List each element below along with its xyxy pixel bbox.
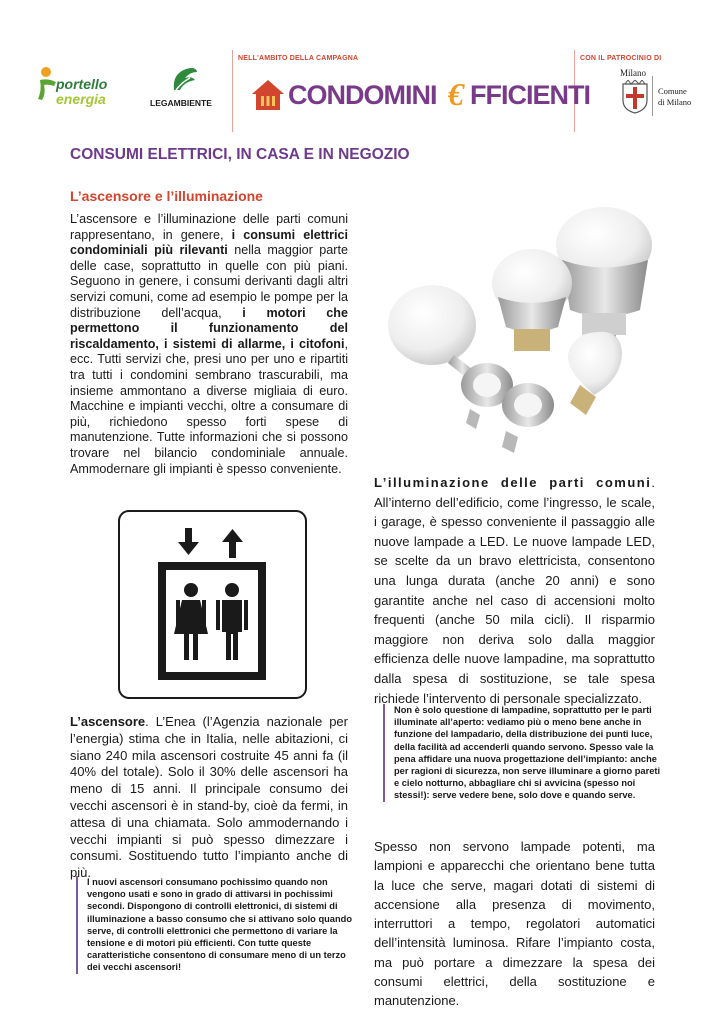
milano-top-text: Milano bbox=[620, 68, 646, 78]
legambiente-text: LEGAMBIENTE bbox=[150, 98, 212, 108]
closing-paragraph: Spesso non servono lampade potenti, ma lampioni e apparecchi che orientano bene tutta la luce che serve, magari dotati di sistemi di accensione alla presenza di movimento, interruttori a tempo, regolatori automatici dell’intensità luminosa. Rifare l’impianto costa, ma può portare a dimezzare la spesa dei consumi elettrici, della sostituzione e manutenzione. bbox=[374, 839, 655, 1009]
intro-bold-1: i consumi elettrici condominiali più rilevanti bbox=[70, 227, 349, 258]
illuminazione-paragraph bbox=[374, 473, 655, 708]
ascensore-callout-box: I nuovi ascensori consumano pochissimo quando non vengono usati e sono in grado di attivarsi in pochissimi secondi. Dispongono di controlli elettronici, di sistemi di illuminazione a basso consumo che si attivano solo quando serve, di controlli elettronici che permettono di variare la tensione e di motori più efficienti. Con tutte queste caratteristiche consentono di consumare meno di un terzo dei vecchi ascensori! bbox=[76, 876, 355, 974]
illuminazione-text: . All’interno dell’edificio, come l’ingresso, le scale, i garage, è spesso conveniente il passaggio alle nuove lampade a LED. Le nuove lampade LED, se scelte da un bravo elettricista, consentono una lunga durata (anche 20 anni) e sono garantite anche nel caso di accensioni molto frequenti (anche 50 mila cicli). Il risparmio maggiore non deriva solo dalla maggior efficienza delle nuove lampadine, ma soprattutto dalla spesa di sostituzione, se tale spesa richiede l’intervento di personale specializzato. bbox=[374, 475, 655, 706]
legambiente-leaf-icon bbox=[170, 66, 200, 94]
patronage-label: CON IL PATROCINIO DI bbox=[580, 55, 662, 62]
illuminazione-lead: L’illuminazione delle parti comuni bbox=[374, 475, 652, 490]
campaign-label: NELL'AMBITO DELLA CAMPAGNA bbox=[238, 55, 359, 62]
header-divider-left bbox=[232, 50, 233, 132]
energia-text-line: energia bbox=[56, 91, 106, 107]
milano-crest-icon bbox=[620, 80, 650, 114]
ascensore-lead: L’ascensore bbox=[70, 714, 146, 729]
led-bulbs-image bbox=[382, 205, 682, 467]
ascensore-paragraph bbox=[70, 714, 348, 882]
comune-line2: di Milano bbox=[658, 97, 692, 107]
intro-text-1: L’ascensore e l’illuminazione delle parti comuni rappresentano, in genere, bbox=[70, 212, 348, 242]
comune-line1: Comune bbox=[658, 86, 687, 96]
intro-paragraph bbox=[70, 212, 348, 477]
portello-energia-logo bbox=[36, 64, 126, 110]
house-icon bbox=[250, 78, 286, 112]
intro-text-3: , ecc. Tutti servizi che, presi uno per uno e ripartiti tra tutti i condomini sembrano trascurabili, ma insieme ammontano a diverse migliaia di euro. Macchine e impianti vecchi, oltre a consumare di più, richiedono spesso forti spese di manutenzione. Tutte informazioni che si possono trovare nel bilancio condominiale annuale. Ammodernare gli impianti è spesso conveniente. bbox=[70, 336, 348, 476]
comune-milano-logo bbox=[612, 68, 712, 120]
legambiente-logo bbox=[150, 66, 220, 110]
portello-text: portello bbox=[56, 76, 108, 92]
efficienti-word: FFICIENTI bbox=[470, 80, 590, 110]
condomini-efficienti-logo bbox=[250, 76, 590, 116]
elevator-pictogram-icon bbox=[118, 510, 307, 699]
comune-text bbox=[658, 86, 691, 108]
condomini-word: CONDOMINI bbox=[288, 80, 437, 110]
section-subtitle: L’ascensore e l’illuminazione bbox=[70, 188, 263, 204]
illuminazione-callout-box: Non è solo questione di lampadine, soprattutto per le parti illuminate all’aperto: vediamo più o meno bene anche in funzione del lampadario, della distribuzione dei punti luce, della facilità ad accenderli quando servono. Spesso vale la pena affidare una nuova progettazione dell’impianto: anche per ragioni di sicurezza, non serve illuminare a giorno pareti e cielo notturno, abbagliare chi si avvicina (spesso noi stessi!): serve vedere bene, solo dove e quando serve. bbox=[383, 704, 662, 802]
crest-divider bbox=[652, 76, 653, 116]
intro-bold-2: i motori che permettono il funzionamento del riscaldamento, i sistemi di allarme, i citofoni bbox=[70, 305, 349, 351]
intro-text-2: nella maggior parte delle case, soprattutto in quelle con più piani. Seguono in genere, i consumi derivanti dagli altri servizi comuni, come ad esempio le pompe per la distribuzione dell’acqua, bbox=[70, 243, 348, 320]
ascensore-text: . L’Enea (l’Agenzia nazionale per l’energia) stima che in Italia, nelle abitazioni, ci siano 240 mila ascensori costruite 45 anni fa (il 40% del totale). Solo il 30% delle ascensori ha meno di 15 anni. Il principale consumo dei vecchi ascensori è in stand-by, cioè da fermi, in attesa di una chiamata. Solo ammodernando i vecchi impianti si può spesso dimezzare i consumi. Sostituendo tutto l’impianto anche di più. bbox=[70, 714, 348, 881]
e-symbol-icon: € bbox=[448, 76, 464, 112]
page-title: CONSUMI ELETTRICI, IN CASA E IN NEGOZIO bbox=[70, 146, 410, 163]
